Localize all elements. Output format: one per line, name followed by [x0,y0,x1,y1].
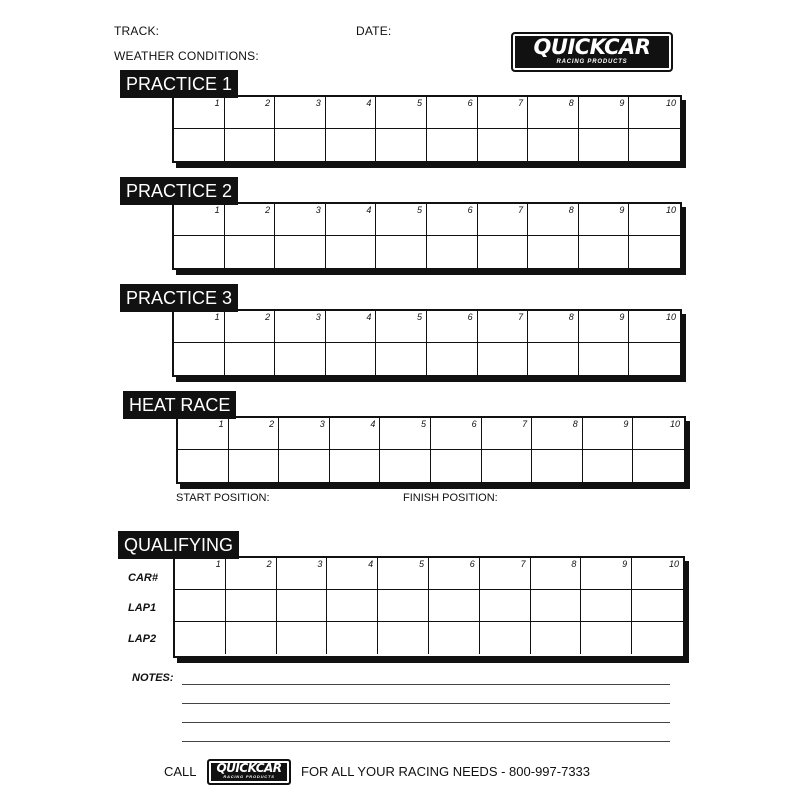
lap-number: 5 [418,559,424,569]
lap-cell[interactable] [531,558,582,590]
lap-number: 9 [623,419,629,429]
lap-cell[interactable] [275,97,326,129]
lap-cell[interactable] [431,450,482,482]
lap-number: 3 [315,312,321,322]
lap-cell[interactable] [326,129,377,161]
lap-cell[interactable] [175,622,226,654]
lap-cell[interactable] [330,418,381,450]
lap-cell[interactable] [229,450,280,482]
lap-cell[interactable] [629,343,680,375]
lap-cell[interactable] [175,590,226,622]
lap-cell[interactable] [532,418,583,450]
lap-number: 7 [520,559,526,569]
lap-cell[interactable] [174,236,225,268]
date-label: DATE: [356,24,392,38]
lap-cell[interactable] [275,236,326,268]
lap-number: 4 [366,312,372,322]
lap-number: 6 [467,312,473,322]
lap-number: 10 [668,559,679,569]
lap-cell[interactable] [478,311,529,343]
lap-cell[interactable] [277,590,328,622]
logo-tagline: RACING PRODUCTS [556,59,628,65]
lap-number: 3 [317,559,323,569]
lap-number: 2 [266,559,272,569]
lap-cell[interactable] [225,204,276,236]
finish-position-label: FINISH POSITION: [403,492,498,504]
lap-cell[interactable] [632,558,683,590]
lap-number: 6 [469,559,475,569]
lap-number: 1 [214,205,220,215]
lap-cell[interactable] [427,236,478,268]
lap-cell[interactable] [279,450,330,482]
lap-cell[interactable] [531,622,582,654]
lap-cell[interactable] [327,558,378,590]
start-position-label: START POSITION: [176,492,270,504]
lap-number: 1 [215,559,221,569]
lap-cell[interactable] [225,97,276,129]
qualifying-row-label-lap1: LAP1 [128,602,157,614]
lap-cell[interactable] [277,622,328,654]
lap-number: 2 [265,205,271,215]
lap-cell[interactable] [528,236,579,268]
lap-cell[interactable] [277,558,328,590]
lap-cell[interactable] [327,590,378,622]
lap-cell[interactable] [326,204,377,236]
lap-cell[interactable] [174,311,225,343]
lap-number: 5 [416,205,422,215]
lap-cell[interactable] [174,97,225,129]
practice3-lap-grid [172,309,682,377]
footer-call-label: CALL [164,764,197,779]
lap-number: 10 [665,205,676,215]
lap-cell[interactable] [380,450,431,482]
lap-number: 2 [269,419,275,429]
lap-cell[interactable] [174,129,225,161]
lap-cell[interactable] [378,558,429,590]
notes-line [182,722,670,723]
lap-cell[interactable] [632,622,683,654]
lap-cell[interactable] [330,450,381,482]
lap-cell[interactable] [225,129,276,161]
lap-cell[interactable] [478,236,529,268]
lap-cell[interactable] [326,97,377,129]
lap-cell[interactable] [480,558,531,590]
lap-cell[interactable] [429,558,480,590]
lap-cell[interactable] [175,558,226,590]
lap-number: 6 [467,98,473,108]
lap-cell[interactable] [275,343,326,375]
lap-cell[interactable] [629,236,680,268]
notes-line [182,741,670,742]
lap-cell[interactable] [581,622,632,654]
lap-number: 9 [619,312,625,322]
lap-cell[interactable] [633,450,684,482]
lap-cell[interactable] [225,236,276,268]
lap-cell[interactable] [376,343,427,375]
lap-cell[interactable] [225,311,276,343]
lap-cell[interactable] [528,311,579,343]
lap-cell[interactable] [528,204,579,236]
quickcar-logo [511,32,673,72]
lap-cell[interactable] [528,97,579,129]
lap-number: 1 [218,419,224,429]
notes-line [182,684,670,685]
lap-cell[interactable] [531,590,582,622]
lap-cell[interactable] [478,204,529,236]
footer-quickcar-logo [207,759,291,785]
footer-tagline: FOR ALL YOUR RACING NEEDS - 800-997-7333 [301,764,591,779]
lap-cell[interactable] [632,590,683,622]
lap-number: 8 [568,98,574,108]
lap-number: 8 [568,312,574,322]
lap-cell[interactable] [579,311,630,343]
lap-cell[interactable] [275,204,326,236]
lap-cell[interactable] [581,590,632,622]
lap-number: 6 [471,419,477,429]
lap-cell[interactable] [279,418,330,450]
lap-cell[interactable] [429,590,480,622]
lap-cell[interactable] [174,204,225,236]
lap-cell[interactable] [376,97,427,129]
lap-cell[interactable] [431,418,482,450]
lap-cell[interactable] [376,204,427,236]
heat-race-title: HEAT RACE [123,391,236,419]
notes-label: NOTES: [132,672,174,684]
lap-cell[interactable] [326,343,377,375]
lap-cell[interactable] [427,97,478,129]
lap-cell[interactable] [427,311,478,343]
lap-cell[interactable] [583,418,634,450]
lap-cell[interactable] [229,418,280,450]
lap-cell[interactable] [378,622,429,654]
lap-cell[interactable] [581,558,632,590]
lap-number: 3 [315,205,321,215]
lap-number: 9 [619,98,625,108]
lap-cell[interactable] [226,590,277,622]
footer-logo-name: QUICKCAR [216,761,282,775]
lap-cell[interactable] [528,129,579,161]
lap-cell[interactable] [629,97,680,129]
lap-cell[interactable] [480,590,531,622]
lap-cell[interactable] [275,311,326,343]
lap-cell[interactable] [376,311,427,343]
lap-number: 3 [315,98,321,108]
lap-number: 10 [665,312,676,322]
lap-number: 9 [619,205,625,215]
lap-number: 7 [522,419,528,429]
lap-cell[interactable] [480,622,531,654]
qualifying-row-label-lap2: LAP2 [128,633,157,645]
lap-cell[interactable] [275,129,326,161]
lap-number: 7 [518,312,524,322]
lap-number: 4 [368,559,374,569]
lap-number: 6 [467,205,473,215]
lap-number: 1 [214,98,220,108]
lap-cell[interactable] [327,622,378,654]
lap-cell[interactable] [427,343,478,375]
qualifying-row-label-car: CAR# [128,572,158,584]
lap-number: 4 [366,205,372,215]
weather-conditions-label: WEATHER CONDITIONS: [114,49,259,63]
lap-cell[interactable] [429,622,480,654]
practice1-lap-grid [172,95,682,163]
footer-logo-tagline: RACING PRODUCTS [223,774,275,779]
lap-cell[interactable] [326,311,377,343]
lap-number: 8 [571,559,577,569]
lap-cell[interactable] [482,450,533,482]
lap-number: 3 [319,419,325,429]
lap-number: 2 [265,98,271,108]
lap-cell[interactable] [482,418,533,450]
practice3-title: PRACTICE 3 [120,284,238,312]
lap-cell[interactable] [380,418,431,450]
lap-cell[interactable] [427,204,478,236]
lap-cell[interactable] [583,450,634,482]
lap-cell[interactable] [326,236,377,268]
qualifying-lap-grid [173,556,685,658]
lap-cell[interactable] [579,129,630,161]
lap-cell[interactable] [376,236,427,268]
lap-cell[interactable] [629,129,680,161]
lap-cell[interactable] [579,236,630,268]
lap-number: 7 [518,205,524,215]
lap-cell[interactable] [427,129,478,161]
lap-number: 5 [416,98,422,108]
practice2-lap-grid [172,202,682,270]
lap-number: 2 [265,312,271,322]
lap-cell[interactable] [478,343,529,375]
lap-number: 4 [370,419,376,429]
lap-number: 8 [572,419,578,429]
lap-cell[interactable] [579,343,630,375]
lap-cell[interactable] [178,418,229,450]
lap-number: 5 [420,419,426,429]
lap-cell[interactable] [378,590,429,622]
lap-cell[interactable] [629,204,680,236]
practice1-title: PRACTICE 1 [120,70,238,98]
lap-cell[interactable] [528,343,579,375]
track-label: TRACK: [114,24,160,38]
lap-cell[interactable] [633,418,684,450]
notes-line [182,703,670,704]
qualifying-title: QUALIFYING [118,531,239,559]
lap-cell[interactable] [478,129,529,161]
lap-cell[interactable] [174,343,225,375]
lap-cell[interactable] [226,558,277,590]
lap-number: 7 [518,98,524,108]
lap-cell[interactable] [579,97,630,129]
practice2-title: PRACTICE 2 [120,177,238,205]
lap-cell[interactable] [376,129,427,161]
lap-cell[interactable] [226,622,277,654]
lap-cell[interactable] [532,450,583,482]
lap-cell[interactable] [478,97,529,129]
lap-cell[interactable] [225,343,276,375]
lap-number: 5 [416,312,422,322]
lap-number: 10 [665,98,676,108]
logo-name: QUICKCAR [533,35,651,59]
lap-number: 4 [366,98,372,108]
lap-cell[interactable] [178,450,229,482]
lap-number: 10 [669,419,680,429]
lap-number: 9 [622,559,628,569]
lap-cell[interactable] [629,311,680,343]
heat-race-lap-grid [176,416,686,484]
lap-number: 8 [568,205,574,215]
lap-cell[interactable] [579,204,630,236]
lap-number: 1 [214,312,220,322]
